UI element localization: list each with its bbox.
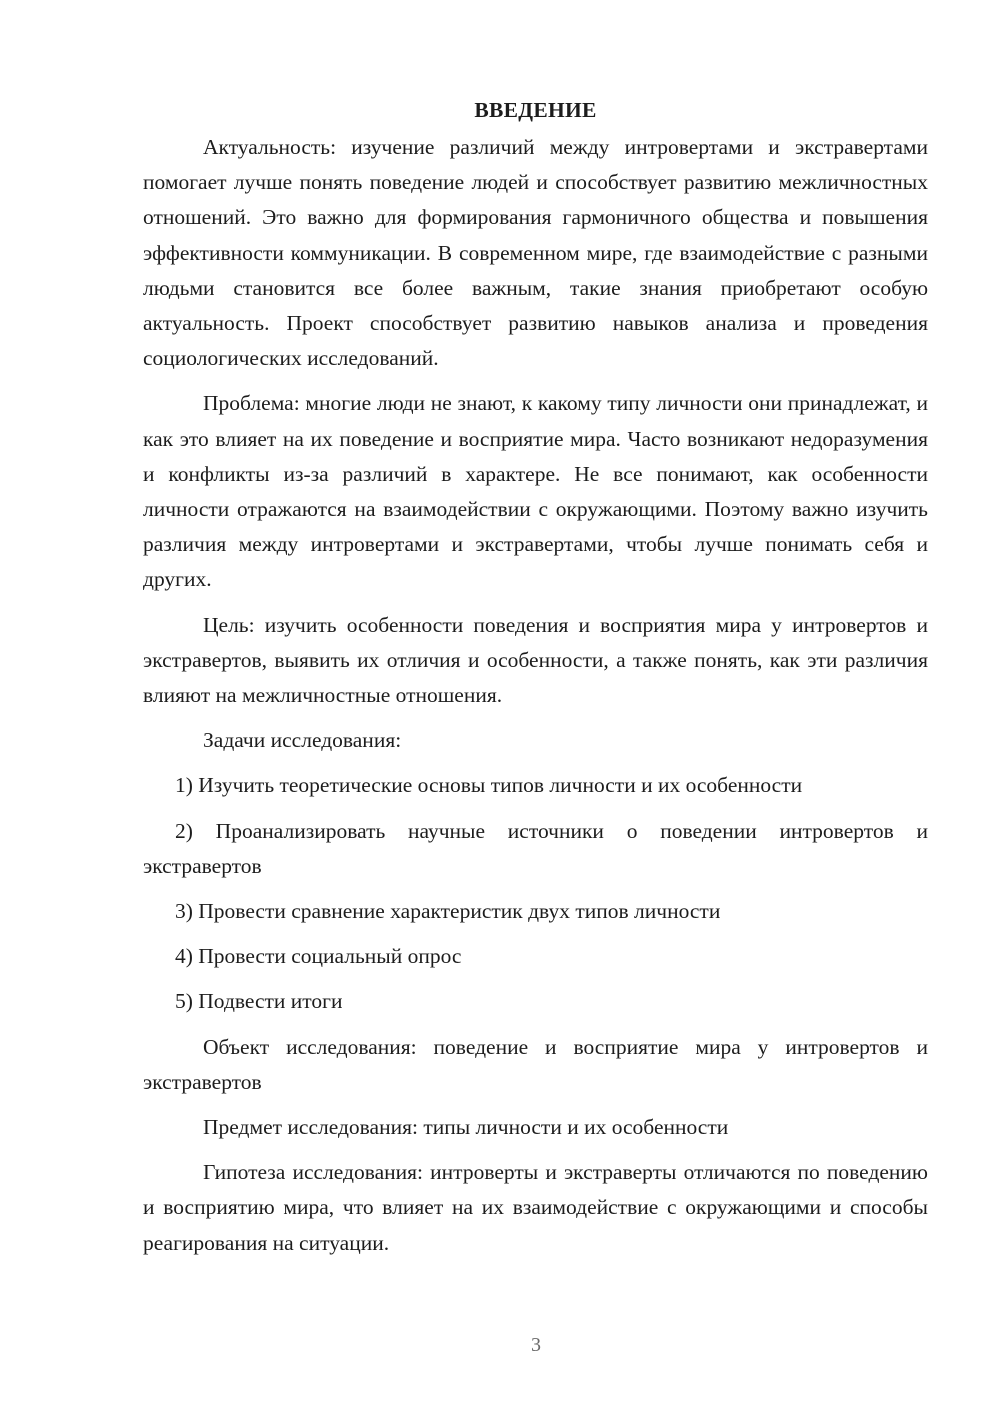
hypothesis-paragraph: Гипотеза исследования: интроверты и экстраверты отличаются по поведению и восприятию мира, что влияет на их взаимодействие с окружающими и способы реагирования на ситуации. — [143, 1160, 928, 1255]
relevance-paragraph: Актуальность: изучение различий между интровертами и экстравертами помогает лучше понять поведение людей и способствует развитию межличностных отношений. Это важно для формирования гармоничного общества и повышения эффективности коммуникации. В современном мире, где взаимодействие с разными людьми становится все более важным, такие знания приобретают особую актуальность. Проект способствует развитию навыков анализа и проведения социологических исследований. — [143, 135, 928, 371]
object-paragraph: Объект исследования: поведение и восприятие мира у интровертов и экстравертов — [143, 1034, 928, 1094]
task-item: 4) Провести социальный опрос — [175, 944, 462, 969]
goal-paragraph: Цель: изучить особенности поведения и восприятия мира у интровертов и экстравертов, выявить их отличия и особенности, а также понять, как эти различия влияют на межличностные отношения. — [143, 612, 928, 708]
task-item: 3) Провести сравнение характеристик двух типов личности — [175, 899, 721, 924]
page-number: 3 — [531, 1334, 541, 1356]
task-item: 1) Изучить теоретические основы типов личности и их особенности — [175, 773, 803, 798]
problem-paragraph: Проблема: многие люди не знают, к какому типу личности они принадлежат, и как это влияет на их поведение и восприятие мира. Часто возникают недоразумения и конфликты из-за различий в характере. Не все понимают, как особенности личности отражаются на взаимодействии с окружающими. Поэтому важно изучить различия между интровертами и экстравертами, чтобы лучше понимать себя и других. — [143, 391, 928, 592]
task-item: 2) Проанализировать научные источники о поведении интровертов и экстравертов — [143, 818, 928, 878]
section-heading: ВВЕДЕНИЕ — [474, 98, 597, 122]
page-body — [143, 93, 928, 1271]
subject-paragraph: Предмет исследования: типы личности и их особенности — [203, 1115, 729, 1140]
tasks-heading: Задачи исследования: — [203, 728, 402, 753]
task-item: 5) Подвести итоги — [175, 989, 343, 1014]
